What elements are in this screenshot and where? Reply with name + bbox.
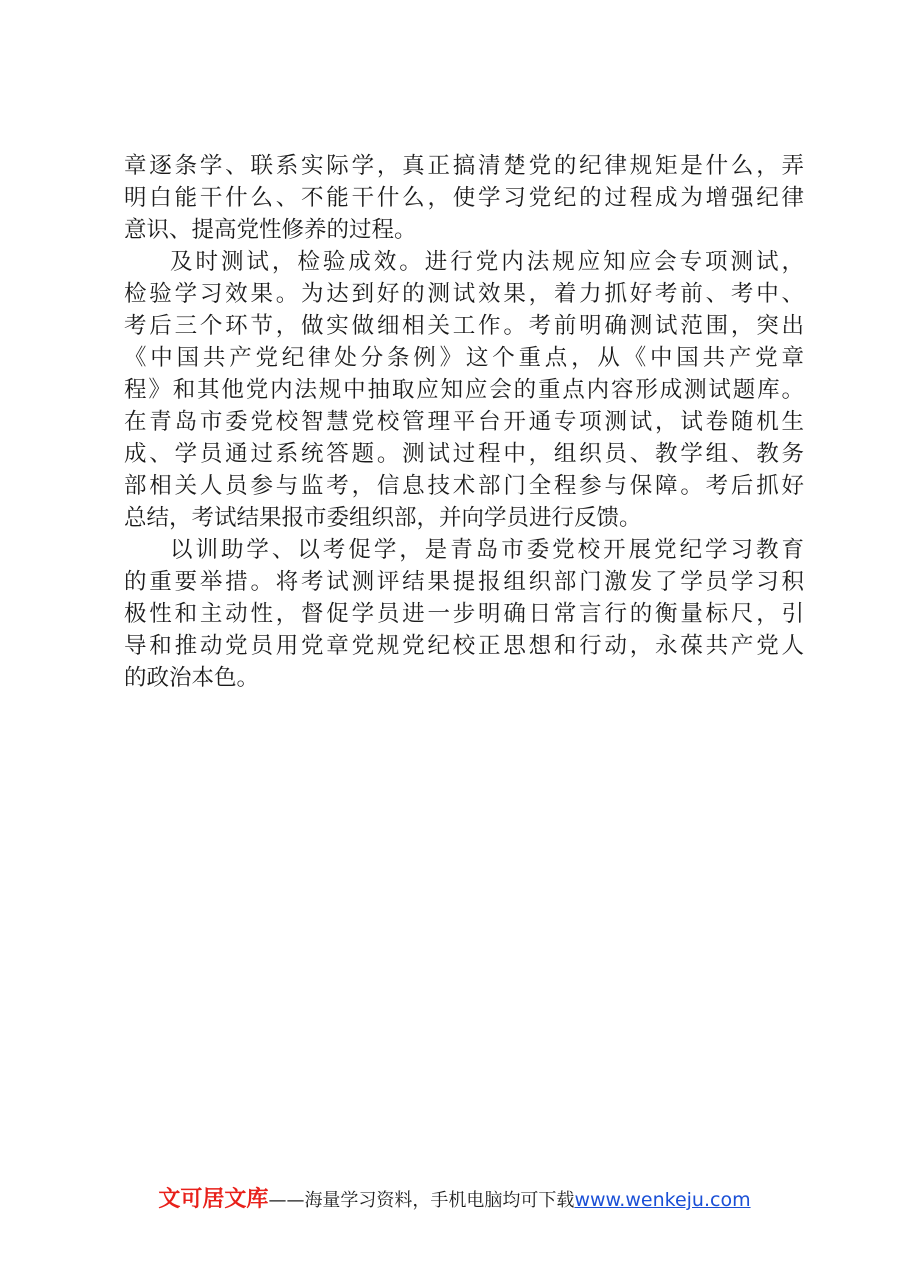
paragraph-2-line-5: 程》和其他党内法规中抽取应知应会的重点内容形成测试题库。 bbox=[124, 377, 804, 403]
paragraph-1-line-1: 章逐条学、联系实际学，真正搞清楚党的纪律规矩是什么，弄 bbox=[124, 153, 804, 179]
paragraph-2-line-8: 部相关人员参与监考，信息技术部门全程参与保障。考后抓好 bbox=[124, 473, 804, 499]
paragraph-2-line-2: 检验学习效果。为达到好的测试效果，着力抓好考前、考中、 bbox=[124, 281, 804, 307]
paragraph-3-line-5: 的政治本色。 bbox=[124, 665, 260, 691]
footer-website-link[interactable]: www.wenkeju.com bbox=[574, 1189, 751, 1211]
document-body bbox=[124, 150, 804, 694]
paragraph-3-line-2: 的重要举措。将考试测评结果提报组织部门激发了学员学习积 bbox=[124, 569, 804, 595]
paragraph-2-line-4: 《中国共产党纪律处分条例》这个重点，从《中国共产党章 bbox=[124, 345, 804, 371]
paragraph-2-line-7: 成、学员通过系统答题。测试过程中，组织员、教学组、教务 bbox=[124, 441, 804, 467]
footer-brand: 文可居文库 bbox=[158, 1187, 269, 1212]
footer-banner bbox=[0, 1182, 909, 1213]
paragraph-3-line-4: 导和推动党员用党章党规党纪校正思想和行动，永葆共产党人 bbox=[124, 633, 804, 659]
paragraph-2-line-1: 及时测试，检验成效。进行党内法规应知应会专项测试， bbox=[170, 249, 804, 275]
paragraph-1-line-2: 明白能干什么、不能干什么，使学习党纪的过程成为增强纪律 bbox=[124, 185, 804, 211]
footer-tagline: ——海量学习资料，手机电脑均可下载 bbox=[268, 1190, 575, 1211]
paragraph-3-line-3: 极性和主动性，督促学员进一步明确日常言行的衡量标尺，引 bbox=[124, 601, 804, 627]
paragraph-1-line-3: 意识、提高党性修养的过程。 bbox=[124, 217, 417, 243]
paragraph-2-line-6: 在青岛市委党校智慧党校管理平台开通专项测试，试卷随机生 bbox=[124, 409, 804, 435]
paragraph-3-line-1: 以训助学、以考促学，是青岛市委党校开展党纪学习教育 bbox=[170, 537, 804, 563]
paragraph-2-line-9: 总结，考试结果报市委组织部，并向学员进行反馈。 bbox=[124, 505, 642, 531]
paragraph-2-line-3: 考后三个环节，做实做细相关工作。考前明确测试范围，突出 bbox=[124, 313, 804, 339]
